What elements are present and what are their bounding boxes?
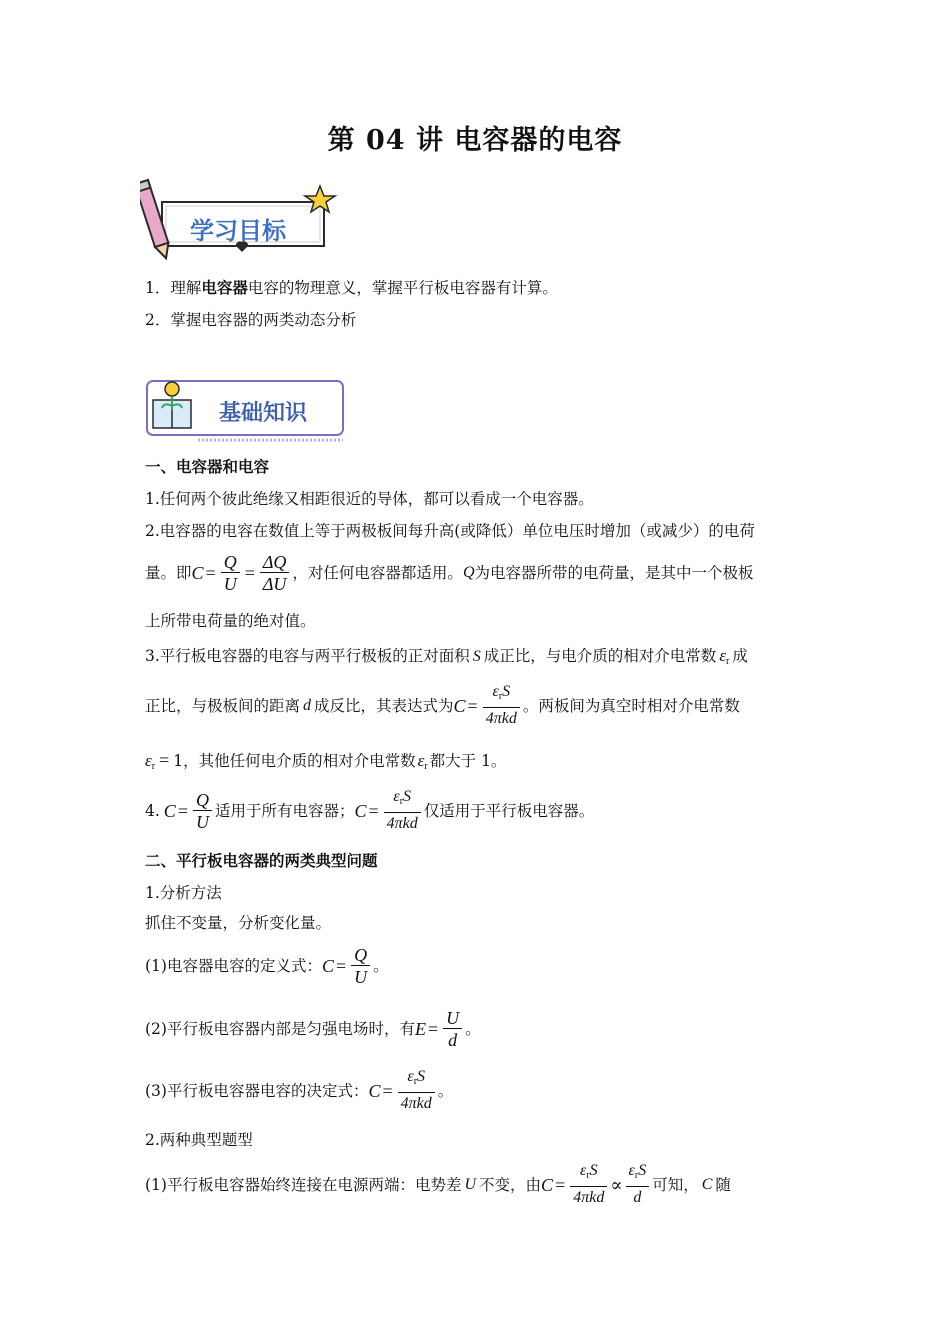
- fraction-q-over-u: $\frac{Q}{U}$: [221, 552, 240, 595]
- basic-knowledge-badge: [143, 378, 348, 444]
- section1-p3-line1: 3.平行板电容器的电容与两平行极板的正对面积 S 成正比，与电介质的相对介电常数 $\varepsilon_r$ 成: [145, 646, 748, 667]
- learning-goals-badge: [140, 178, 340, 262]
- goal-item-2: 2．掌握电容器的两类动态分析: [145, 311, 357, 329]
- section1-heading: 一、电容器和电容: [145, 457, 270, 476]
- section2-formula-1: (1)电容器电容的定义式： C = $\frac{Q}{U}$ 。: [145, 944, 389, 987]
- fraction-dq-over-du: $\frac{\Delta Q}{\Delta U}$: [260, 552, 290, 595]
- section2-s1-text: 抓住不变量，分析变化量。: [145, 914, 332, 932]
- section1-p3-line3: $\varepsilon_r = 1$，其他任何电介质的相对介电常数 $\varepsilon_r$ 都大于 1。: [145, 750, 507, 772]
- basic-knowledge-label: 基础知识: [219, 401, 308, 426]
- section1-p2-formula-line: 量。即 C = $\frac{Q}{U}$ = $\frac{\Delta Q}{\Delta U}$ ，对任何电容器都适用。 Q 为电容器所带的电荷量，是其中一个极板: [145, 551, 754, 594]
- section2-type-1: (1)平行板电容器始终连接在电源两端：电势差 U 不变，由 C = $\frac{\varepsilon_rS}{\text{4πkd}}$ ∝ $\frac{\varepsilon_rS}{d}$ 可知， C 随: [145, 1160, 731, 1210]
- section1-p1: 1.任何两个彼此绝缘又相距很近的导体，都可以看成一个电容器。: [145, 490, 594, 508]
- fraction-eps-s-over-d: $\frac{\varepsilon_rS}{d}$: [626, 1161, 650, 1209]
- fraction-q-over-u-3: $\frac{Q}{U}$: [351, 945, 370, 988]
- page-title: 第 04 讲 电容器的电容: [327, 125, 623, 156]
- fraction-q-over-u-2: $\frac{Q}{U}$: [193, 790, 212, 833]
- fraction-u-over-d: $\frac{U}{d}$: [443, 1008, 462, 1051]
- learning-goals-label: 学习目标: [190, 217, 286, 245]
- section1-p2-line3: 上所带电荷量的绝对值。: [145, 612, 316, 630]
- fraction-eps-s-over-4pikd-2: $\frac{\varepsilon_rS}{\text{4πkd}}$: [384, 787, 421, 835]
- fraction-eps-s-over-4pikd-4: $\frac{\varepsilon_rS}{\text{4πkd}}$: [570, 1161, 607, 1209]
- goal-item-1: 1．理解电容器电容的物理意义，掌握平行板电容器有计算。: [145, 278, 558, 297]
- section1-p2-line1: 2.电容器的电容在数值上等于两极板间每升高(或降低）单位电压时增加（或减少）的电荷: [145, 522, 755, 540]
- section2-heading: 二、平行板电容器的两类典型问题: [145, 851, 378, 870]
- section2-s1: 1.分析方法: [145, 884, 222, 902]
- fraction-eps-s-over-4pikd-3: $\frac{\varepsilon_rS}{\text{4πkd}}$: [398, 1067, 435, 1115]
- fraction-eps-s-over-4pikd: $\frac{\varepsilon_rS}{\text{4πkd}}$: [483, 682, 520, 730]
- section1-p3-line2: 正比，与极板间的距离 d 成反比，其表达式为 C = $\frac{\varepsilon_rS}{\text{4πkd}}$ 。两板间为真空时相对介电常数: [145, 680, 740, 732]
- section2-s2: 2.两种典型题型: [145, 1131, 253, 1149]
- section2-formula-2: (2)平行板电容器内部是匀强电场时，有 E = $\frac{U}{d}$ 。: [145, 1007, 481, 1050]
- section1-p4: 4. C = $\frac{Q}{U}$ 适用于所有电容器； C = $\frac{\varepsilon_rS}{\text{4πkd}}$ 仅适用于平行板电容器。: [145, 786, 594, 836]
- section2-formula-3: (3)平行板电容器电容的决定式： C = $\frac{\varepsilon_rS}{\text{4πkd}}$ 。: [145, 1066, 453, 1116]
